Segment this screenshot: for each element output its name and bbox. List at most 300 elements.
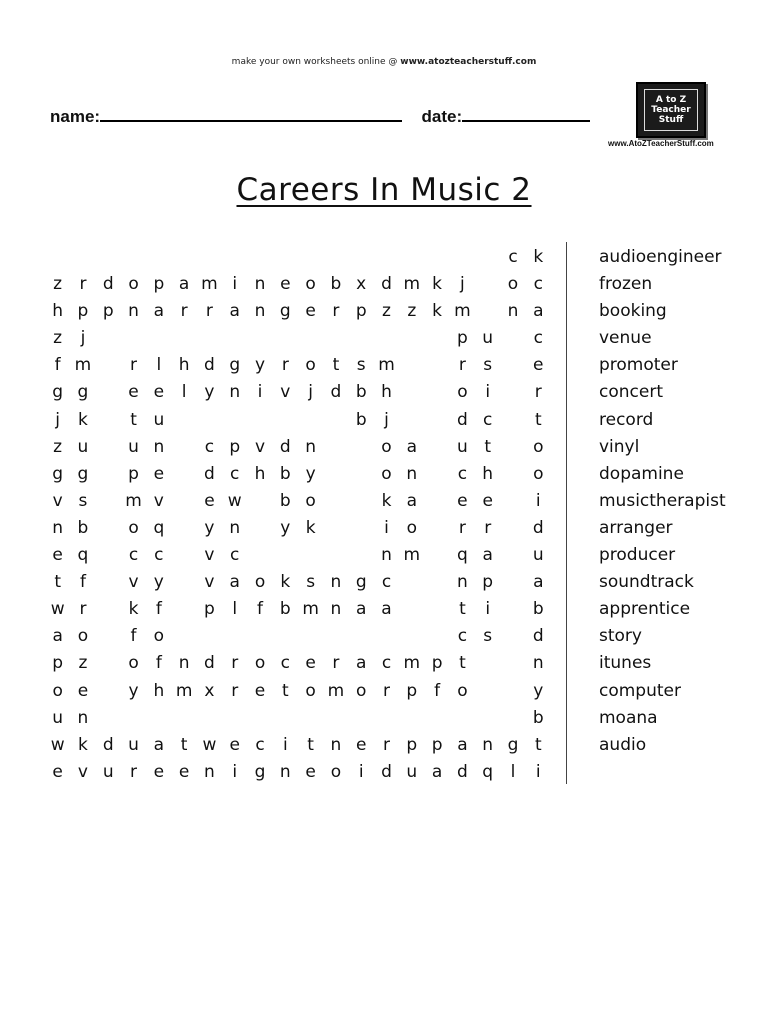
grid-letter [171, 596, 196, 623]
word-list-item: booking [599, 301, 667, 322]
grid-letter: u [482, 328, 494, 349]
word-list-item: audio [599, 734, 647, 755]
grid-letter: g [77, 382, 89, 403]
grid-letter: p [457, 328, 468, 349]
grid-letter [399, 623, 424, 650]
grid-letter: k [280, 572, 291, 593]
grid-letter: n [305, 436, 316, 457]
logo-url[interactable]: www.AtoZTeacherStuff.com [608, 139, 714, 148]
word-list-item: moana [599, 707, 658, 728]
grid-letter: t [332, 355, 340, 376]
grid-letter: b [355, 382, 367, 403]
grid-letter [197, 623, 222, 650]
atoz-logo [636, 82, 706, 138]
grid-letter: p [431, 653, 443, 674]
grid-letter: n [77, 707, 89, 728]
grid-letter: t [130, 409, 137, 430]
grid-letter: o [128, 653, 139, 674]
grid-letter [500, 434, 525, 461]
grid-letter: p [355, 301, 367, 322]
word-list-item: concert [599, 382, 663, 403]
grid-letter: n [229, 382, 241, 403]
grid-letter [374, 623, 399, 650]
grid-letter: e [153, 463, 165, 484]
grid-letter: u [128, 436, 139, 457]
grid-letter: o [457, 382, 468, 403]
grid-letter: d [457, 761, 468, 782]
grid-letter: o [381, 463, 392, 484]
grid-letter: m [327, 680, 345, 701]
grid-letter [96, 379, 121, 406]
grid-letter [399, 596, 424, 623]
grid-letter: c [230, 545, 240, 566]
grid-letter [197, 325, 222, 352]
grid-letter [96, 569, 121, 596]
grid-letter: g [507, 734, 519, 755]
grid-letter: i [485, 382, 491, 403]
grid-letter: o [52, 680, 63, 701]
tagline-text: make your own worksheets online @ [231, 57, 398, 67]
grid-letter: s [306, 572, 316, 593]
grid-letter: k [128, 599, 139, 620]
grid-letter: e [457, 490, 468, 511]
grid-letter: k [78, 409, 88, 430]
grid-letter [450, 705, 475, 732]
grid-letter: n [254, 301, 266, 322]
grid-letter [349, 434, 374, 461]
grid-letter [500, 650, 525, 677]
grid-letter: t [459, 599, 466, 620]
grid-letter [171, 542, 196, 569]
grid-letter [475, 650, 500, 677]
grid-letter: h [153, 680, 165, 701]
grid-letter: n [52, 517, 64, 538]
grid-letter: u [128, 734, 139, 755]
grid-letter [247, 244, 272, 271]
grid-letter: u [406, 761, 418, 782]
grid-letter: w [50, 599, 65, 620]
grid-letter [247, 407, 272, 434]
grid-letter: b [279, 463, 291, 484]
grid-letter [121, 705, 146, 732]
grid-letter: i [282, 734, 288, 755]
grid-letter [197, 244, 222, 271]
grid-letter: w [50, 734, 65, 755]
grid-letter: e [178, 761, 190, 782]
grid-letter: m [74, 355, 92, 376]
grid-letter: b [279, 490, 291, 511]
grid-letter [222, 407, 247, 434]
grid-letter: p [128, 463, 139, 484]
grid-letter: b [330, 274, 342, 295]
logo-text: A to Z Teacher Stuff [644, 89, 698, 131]
grid-letter: e [355, 734, 367, 755]
grid-letter: n [330, 572, 342, 593]
grid-letter: n [482, 734, 494, 755]
grid-letter: z [53, 436, 63, 457]
grid-letter: o [406, 517, 417, 538]
grid-letter: m [454, 301, 471, 322]
grid-letter [424, 379, 449, 406]
grid-letter: r [231, 680, 239, 701]
grid-letter [424, 569, 449, 596]
date-line [462, 104, 590, 122]
word-list-item: venue [599, 328, 652, 349]
grid-letter [323, 461, 348, 488]
grid-letter [247, 325, 272, 352]
grid-letter [399, 569, 424, 596]
grid-letter: e [52, 761, 63, 782]
grid-letter: k [432, 274, 443, 295]
grid-letter [197, 407, 222, 434]
grid-letter: w [202, 734, 217, 755]
grid-letter: o [507, 274, 519, 295]
grid-letter: o [128, 274, 139, 295]
grid-letter [96, 650, 121, 677]
grid-letter: e [280, 274, 291, 295]
grid-letter: v [128, 572, 139, 593]
grid-letter: o [77, 626, 89, 647]
grid-letter: r [281, 355, 289, 376]
grid-letter: a [153, 734, 165, 755]
grid-letter: e [153, 761, 165, 782]
grid-letter: f [79, 572, 86, 593]
word-list-item: record [599, 409, 654, 430]
grid-letter: h [178, 355, 190, 376]
grid-letter [475, 298, 500, 325]
grid-letter: e [153, 382, 165, 403]
grid-letter [349, 461, 374, 488]
grid-letter: v [52, 490, 63, 511]
grid-letter [171, 434, 196, 461]
grid-letter [298, 542, 323, 569]
grid-letter [500, 488, 525, 515]
word-list [599, 244, 726, 759]
word-list-item: arranger [599, 517, 673, 538]
grid-letter: z [53, 328, 63, 349]
grid-letter: l [181, 382, 187, 403]
grid-letter: o [305, 490, 316, 511]
grid-letter: n [254, 274, 266, 295]
grid-letter: h [482, 463, 494, 484]
grid-letter: q [77, 545, 89, 566]
grid-letter: b [355, 409, 367, 430]
grid-letter [424, 407, 449, 434]
grid-letter [399, 407, 424, 434]
grid-letter: c [204, 436, 215, 457]
grid-letter [424, 461, 449, 488]
grid-letter: r [231, 653, 239, 674]
grid-letter: z [53, 274, 63, 295]
grid-letter: n [229, 517, 241, 538]
grid-letter: o [254, 572, 266, 593]
grid-letter [171, 244, 196, 271]
grid-letter: d [381, 274, 392, 295]
word-list-item: promoter [599, 355, 678, 376]
grid-letter: l [510, 761, 516, 782]
grid-letter [273, 623, 298, 650]
grid-letter [349, 244, 374, 271]
grid-letter: r [79, 274, 87, 295]
grid-letter [500, 379, 525, 406]
grid-letter: f [155, 599, 162, 620]
grid-letter: j [460, 274, 465, 295]
grid-letter: f [155, 653, 162, 674]
grid-letter: y [533, 680, 544, 701]
grid-letter: m [378, 355, 395, 376]
grid-letter: p [102, 301, 114, 322]
grid-letter: e [204, 490, 215, 511]
grid-letter [298, 325, 323, 352]
grid-letter [424, 596, 449, 623]
grid-letter [247, 542, 272, 569]
grid-letter [323, 623, 348, 650]
grid-letter: s [483, 355, 493, 376]
grid-letter: e [482, 490, 493, 511]
grid-letter [171, 407, 196, 434]
grid-letter: n [178, 653, 190, 674]
grid-letter [146, 244, 171, 271]
grid-letter [323, 244, 348, 271]
grid-letter [399, 352, 424, 379]
word-list-item: itunes [599, 653, 652, 674]
grid-letter [298, 407, 323, 434]
grid-letter: m [403, 653, 421, 674]
grid-letter [323, 542, 348, 569]
grid-letter: h [254, 463, 266, 484]
grid-letter: a [229, 301, 240, 322]
grid-letter [323, 325, 348, 352]
grid-letter: v [280, 382, 291, 403]
grid-letter: e [229, 734, 240, 755]
grid-letter: d [279, 436, 291, 457]
grid-letter: b [532, 599, 544, 620]
grid-letter: g [355, 572, 367, 593]
grid-letter: x [204, 680, 215, 701]
grid-letter: r [205, 301, 213, 322]
word-list-item: apprentice [599, 599, 691, 620]
tagline-url[interactable]: www.atozteacherstuff.com [400, 57, 537, 67]
grid-letter [500, 678, 525, 705]
grid-letter: r [180, 301, 188, 322]
grid-letter: d [330, 382, 342, 403]
grid-letter: s [356, 355, 366, 376]
grid-letter: z [78, 653, 88, 674]
grid-letter: o [457, 680, 468, 701]
grid-letter: j [308, 382, 313, 403]
grid-letter [500, 407, 525, 434]
grid-letter: a [406, 490, 418, 511]
grid-letter: n [153, 436, 165, 457]
grid-letter: c [381, 572, 392, 593]
grid-letter: u [77, 436, 89, 457]
grid-letter [171, 705, 196, 732]
grid-letter: c [483, 409, 493, 430]
grid-letter: o [330, 761, 342, 782]
grid-letter: a [406, 436, 418, 457]
grid-letter: f [257, 599, 264, 620]
grid-letter [424, 705, 449, 732]
grid-letter [500, 542, 525, 569]
name-line [100, 104, 402, 122]
grid-letter [424, 488, 449, 515]
grid-letter: v [254, 436, 266, 457]
grid-letter: b [279, 599, 291, 620]
page-title [0, 172, 768, 208]
grid-letter [475, 271, 500, 298]
grid-letter [323, 407, 348, 434]
grid-letter [399, 325, 424, 352]
grid-letter: a [356, 599, 367, 620]
grid-letter: s [78, 490, 88, 511]
grid-letter [96, 325, 121, 352]
grid-letter [475, 705, 500, 732]
grid-letter [424, 542, 449, 569]
grid-letter: r [383, 680, 390, 701]
grid-letter: i [257, 382, 263, 403]
grid-letter [374, 705, 399, 732]
grid-letter [273, 325, 298, 352]
grid-letter: y [204, 382, 215, 403]
grid-letter [500, 569, 525, 596]
grid-letter: d [381, 761, 392, 782]
grid-letter [197, 705, 222, 732]
grid-letter: e [52, 545, 63, 566]
grid-letter [450, 244, 475, 271]
grid-letter: v [204, 572, 215, 593]
grid-letter: a [533, 572, 544, 593]
grid-letter [96, 515, 121, 542]
grid-letter: c [533, 328, 543, 349]
grid-letter [146, 705, 171, 732]
grid-letter: i [535, 761, 541, 782]
grid-letter [424, 352, 449, 379]
grid-letter [349, 488, 374, 515]
grid-letter: i [485, 599, 491, 620]
word-list-item: dopamine [599, 463, 684, 484]
grid-letter: k [78, 734, 88, 755]
grid-letter: o [356, 680, 367, 701]
grid-letter: n [507, 301, 519, 322]
grid-letter: r [79, 599, 87, 620]
grid-letter [500, 623, 525, 650]
grid-letter: g [77, 463, 89, 484]
grid-letter: c [230, 463, 240, 484]
grid-letter: r [458, 517, 466, 538]
grid-letter [96, 623, 121, 650]
word-list-item: frozen [599, 274, 653, 295]
grid-letter: v [153, 490, 164, 511]
grid-letter: u [102, 761, 114, 782]
date-label: date: [421, 107, 463, 126]
grid-letter [500, 461, 525, 488]
grid-letter: e [533, 355, 544, 376]
grid-letter: u [532, 545, 544, 566]
grid-letter: v [204, 545, 215, 566]
grid-letter: p [204, 599, 215, 620]
grid-letter [222, 623, 247, 650]
grid-letter [323, 434, 348, 461]
grid-letter: i [232, 274, 238, 295]
grid-letter: z [407, 301, 417, 322]
grid-letter [323, 488, 348, 515]
grid-letter: q [153, 517, 165, 538]
grid-letter [121, 325, 146, 352]
grid-letter: r [534, 382, 542, 403]
site-tagline [0, 57, 768, 67]
grid-letter: h [52, 301, 64, 322]
grid-letter [171, 515, 196, 542]
grid-letter: n [532, 653, 544, 674]
grid-letter [222, 705, 247, 732]
grid-letter [399, 244, 424, 271]
grid-letter: c [280, 653, 290, 674]
grid-letter: n [204, 761, 215, 782]
grid-letter: o [305, 680, 316, 701]
grid-letter: e [77, 680, 89, 701]
grid-letter: l [156, 355, 162, 376]
grid-letter: i [384, 517, 389, 538]
grid-letter [349, 325, 374, 352]
grid-letter: a [178, 274, 190, 295]
name-label: name: [50, 107, 101, 126]
grid-letter [323, 515, 348, 542]
grid-letter: k [305, 517, 316, 538]
grid-letter: t [307, 734, 314, 755]
grid-letter: m [125, 490, 142, 511]
grid-letter: p [52, 653, 64, 674]
grid-letter: a [356, 653, 367, 674]
title-text: Careers In Music 2 [236, 172, 532, 208]
grid-letter: g [254, 761, 266, 782]
grid-letter: e [128, 382, 139, 403]
grid-letter [475, 678, 500, 705]
grid-letter: c [154, 545, 164, 566]
grid-letter [298, 623, 323, 650]
grid-letter [247, 623, 272, 650]
grid-letter: b [532, 707, 544, 728]
grid-letter: r [484, 517, 492, 538]
grid-letter: p [431, 734, 443, 755]
grid-letter: k [432, 301, 443, 322]
grid-letter: i [535, 490, 541, 511]
grid-letter: f [130, 626, 137, 647]
grid-letter: m [201, 274, 218, 295]
grid-letter: r [130, 355, 138, 376]
grid-letter: p [229, 436, 241, 457]
grid-letter: t [534, 409, 542, 430]
grid-letter: o [305, 274, 316, 295]
grid-letter: u [153, 409, 165, 430]
grid-letter: o [153, 626, 165, 647]
grid-letter [96, 244, 121, 271]
grid-letter [273, 542, 298, 569]
grid-letter: z [382, 301, 391, 322]
grid-letter: a [52, 626, 63, 647]
grid-letter: c [533, 274, 543, 295]
word-list-item: soundtrack [599, 572, 694, 593]
grid-letter: y [153, 572, 164, 593]
grid-letter: t [534, 734, 542, 755]
grid-letter: d [102, 734, 114, 755]
grid-letter: t [484, 436, 492, 457]
name-date-fields [50, 104, 590, 127]
grid-letter [171, 325, 196, 352]
grid-letter: b [77, 517, 89, 538]
grid-letter [96, 596, 121, 623]
grid-letter: t [459, 653, 466, 674]
grid-letter: n [279, 761, 291, 782]
